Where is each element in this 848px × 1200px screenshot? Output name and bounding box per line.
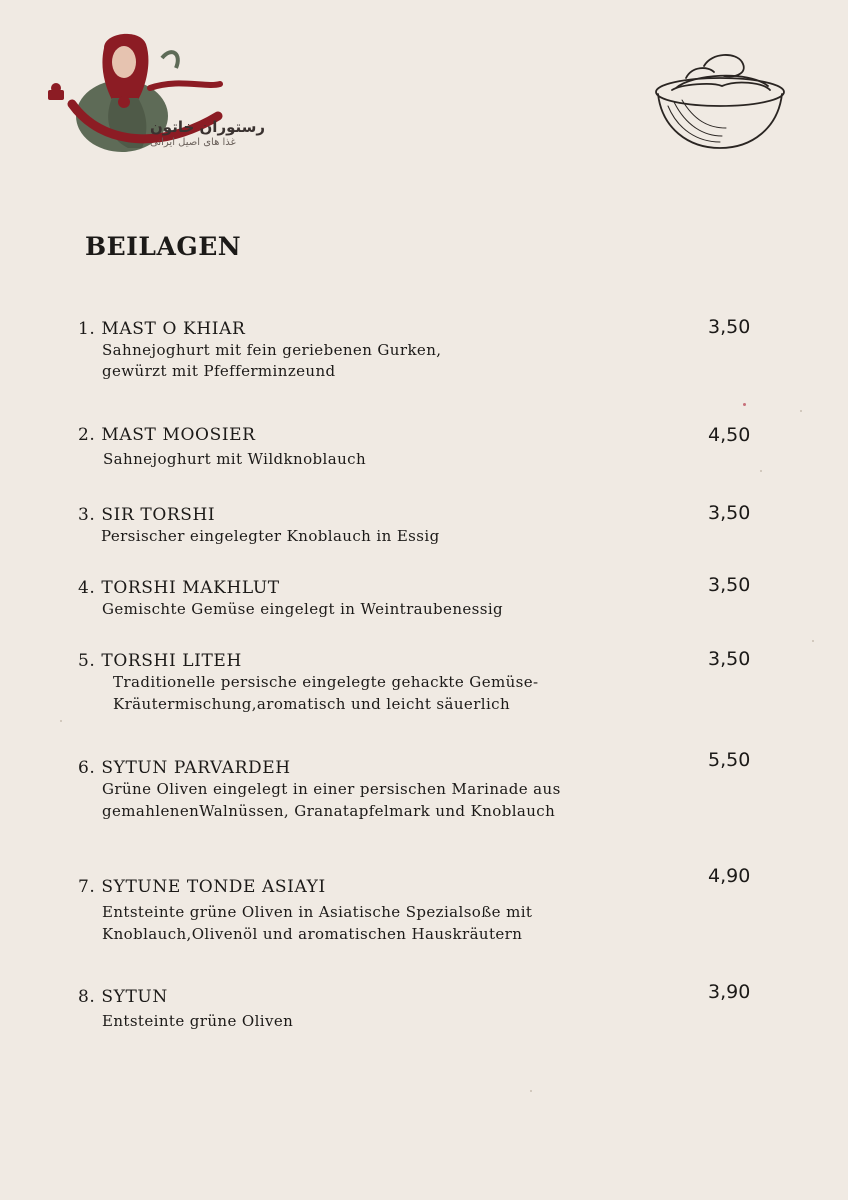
item-description: Sahnejoghurt mit fein geriebenen Gurken, — [102, 341, 442, 359]
paper-speck — [812, 640, 814, 642]
item-description: gewürzt mit Pfefferminzeund — [102, 362, 336, 380]
item-price: 3,50 — [708, 574, 751, 596]
item-name: 1. MAST O KHIAR — [78, 319, 246, 339]
item-name: 7. SYTUNE TONDE ASIAYI — [78, 877, 326, 897]
paper-speck — [60, 720, 62, 722]
item-price: 4,90 — [708, 865, 751, 887]
paper-speck — [530, 1090, 532, 1092]
item-price: 3,50 — [708, 502, 751, 524]
item-name: 5. TORSHI LITEH — [78, 651, 242, 671]
item-description: Traditionelle persische eingelegte gehackte Gemüse- — [113, 673, 539, 691]
item-description: Entsteinte grüne Oliven in Asiatische Spezialsoße mit — [102, 903, 533, 921]
paper-speck — [800, 410, 802, 412]
item-name: 4. TORSHI MAKHLUT — [78, 578, 280, 598]
item-name: 6. SYTUN PARVARDEH — [78, 758, 291, 778]
item-description: Persischer eingelegter Knoblauch in Essig — [101, 527, 440, 545]
item-description: Gemischte Gemüse eingelegt in Weintraubenessig — [102, 600, 504, 618]
item-price: 3,50 — [708, 648, 751, 670]
item-price: 3,90 — [708, 981, 751, 1003]
paper-speck — [743, 403, 746, 406]
paper-speck — [760, 470, 762, 472]
logo-name: رستوران خاتون — [150, 118, 265, 136]
item-price: 5,50 — [708, 749, 751, 771]
item-description: Entsteinte grüne Oliven — [102, 1012, 294, 1030]
item-description: Kräutermischung,aromatisch und leicht säuerlich — [113, 695, 511, 713]
bowl-of-yogurt-icon — [652, 44, 788, 154]
logo-tagline: غذا های اصیل ایرانی — [150, 137, 236, 148]
item-description: Knoblauch,Olivenöl und aromatischen Hauskräutern — [102, 925, 523, 943]
item-name: 3. SIR TORSHI — [78, 505, 216, 525]
item-price: 4,50 — [708, 424, 751, 446]
item-description: gemahlenenWalnüssen, Granatapfelmark und Knoblauch — [102, 802, 556, 820]
item-description: Sahnejoghurt mit Wildknoblauch — [103, 450, 367, 468]
item-name: 2. MAST MOOSIER — [78, 425, 256, 445]
section-title: BEILAGEN — [85, 232, 242, 261]
item-price: 3,50 — [708, 316, 751, 338]
item-name: 8. SYTUN — [78, 987, 168, 1007]
item-description: Grüne Oliven eingelegt in einer persischen Marinade aus — [102, 780, 561, 798]
